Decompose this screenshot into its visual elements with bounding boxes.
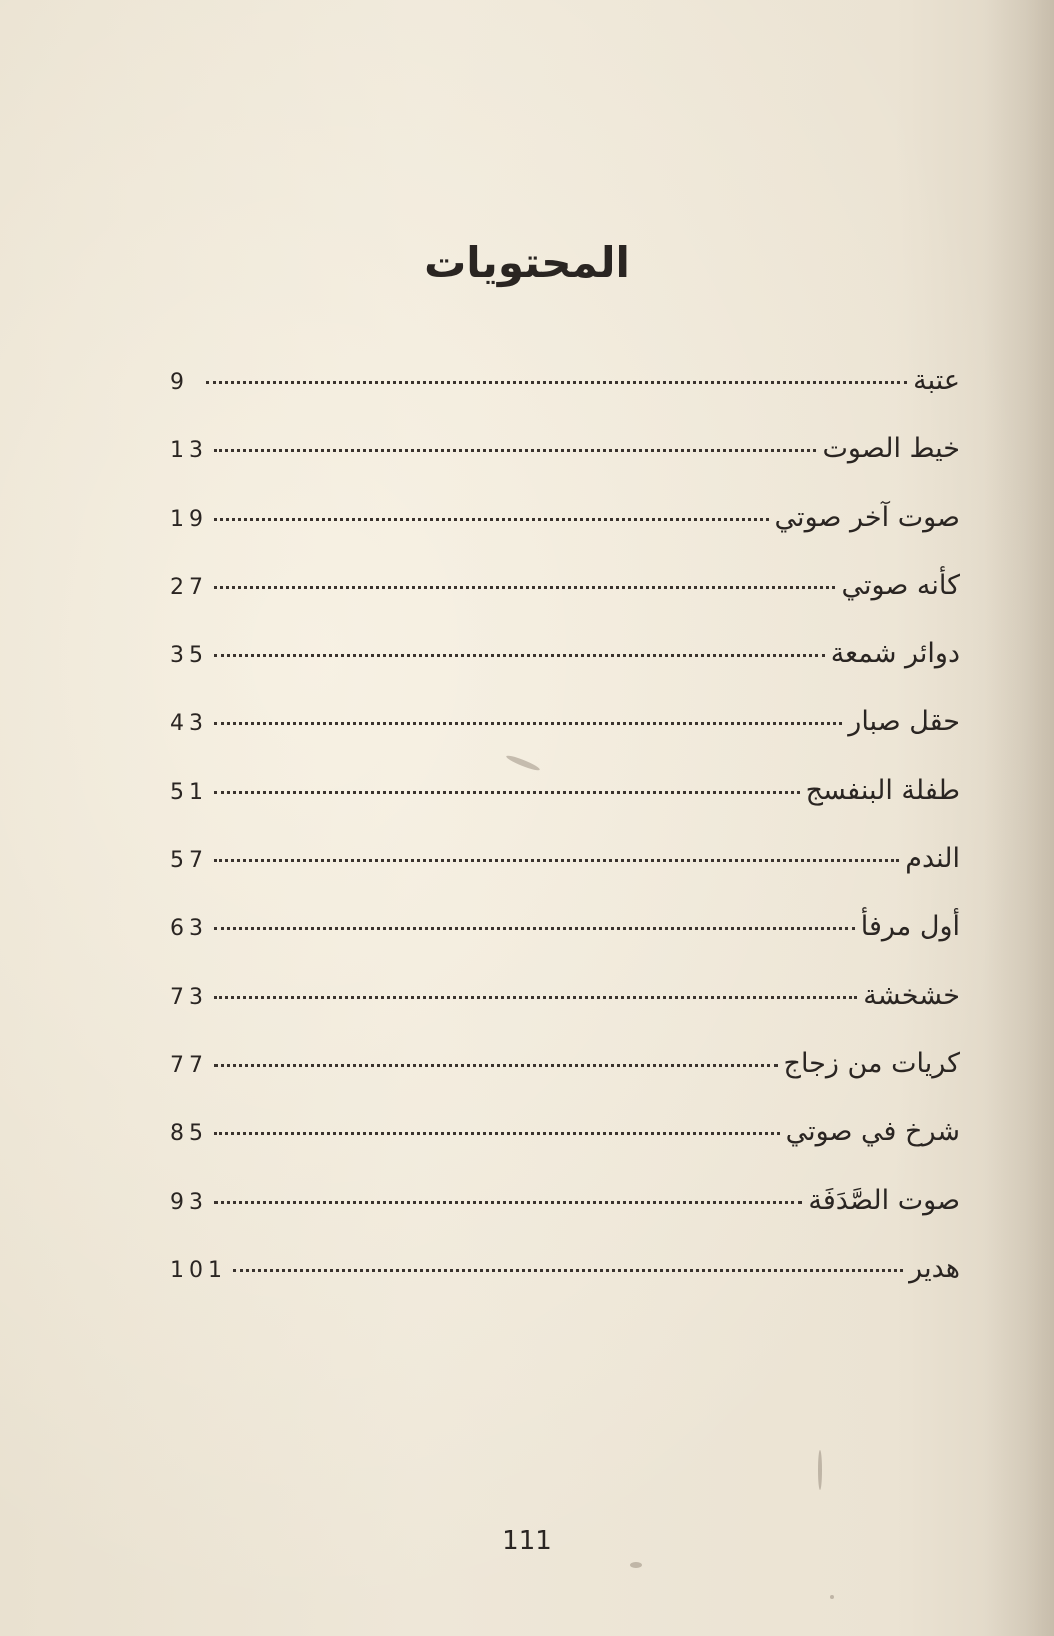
toc-entry-title: الندم (905, 843, 960, 875)
toc-entry-title: أول مرفأ (860, 911, 960, 943)
toc-entry (170, 706, 960, 774)
toc-entry (170, 433, 960, 501)
dot-leader (214, 1064, 778, 1067)
page-number: 111 (502, 1526, 552, 1556)
toc-entry-title: كريات من زجاج (783, 1047, 960, 1079)
toc-entry-title: صوت الصَّدَفَة (808, 1184, 960, 1216)
toc-entry (170, 1048, 960, 1116)
toc-entry-page-number: 63 (170, 916, 208, 942)
paper-speck (830, 1595, 834, 1599)
toc-entry-title: خشخشة (863, 979, 960, 1011)
dot-leader (233, 1269, 903, 1272)
toc-entry-title: صوت آخر صوتي (774, 501, 960, 533)
dot-leader (206, 381, 907, 384)
dot-leader (214, 518, 769, 521)
toc-entry-title: عتبة (913, 365, 960, 396)
toc-entry (170, 365, 960, 433)
toc-entry-page-number: 101 (170, 1257, 227, 1283)
toc-entry-title: حقل صبار (848, 706, 960, 738)
toc-entry-page-number: 19 (170, 506, 208, 532)
toc-entry-page-number: 85 (170, 1121, 208, 1147)
toc-entry (170, 1253, 960, 1321)
dot-leader (214, 722, 842, 725)
toc-entry-title: دوائر شمعة (830, 638, 960, 670)
toc-entry (170, 570, 960, 638)
dot-leader (214, 586, 835, 589)
toc-entry (170, 638, 960, 706)
toc-entry (170, 843, 960, 911)
toc-entry-title: طفلة البنفسج (805, 774, 960, 806)
toc-entry-title: كأنه صوتي (841, 569, 960, 601)
dot-leader (214, 859, 899, 862)
toc-entry-page-number: 93 (170, 1189, 208, 1215)
toc-entry-page-number: 57 (170, 848, 208, 874)
toc-entry-page-number: 43 (170, 711, 208, 737)
toc-entry-page-number: 35 (170, 643, 208, 669)
toc-entry-page-number: 13 (170, 438, 208, 464)
dot-leader (214, 791, 800, 794)
dot-leader (214, 996, 857, 999)
toc-entry-page-number: 27 (170, 574, 208, 600)
toc-entry (170, 775, 960, 843)
toc-entry (170, 502, 960, 570)
dot-leader (214, 927, 855, 930)
toc-entry (170, 980, 960, 1048)
toc-entry (170, 1185, 960, 1253)
table-of-contents (170, 365, 960, 1321)
toc-entry (170, 911, 960, 979)
toc-entry-page-number: 51 (170, 779, 208, 805)
toc-entry-title: هدير (909, 1252, 960, 1284)
dot-leader (214, 449, 816, 452)
dot-leader (214, 1201, 802, 1204)
dot-leader (214, 654, 825, 657)
page-title: المحتويات (424, 238, 630, 287)
toc-entry (170, 1116, 960, 1184)
paper-speck (630, 1562, 642, 1568)
paper-speck (818, 1450, 822, 1490)
toc-entry-page-number: 9 (170, 370, 189, 395)
toc-entry-title: شرخ في صوتي (785, 1116, 960, 1148)
dot-leader (214, 1132, 780, 1135)
toc-entry-page-number: 77 (170, 1052, 208, 1078)
toc-entry-title: خيط الصوت (822, 433, 960, 465)
toc-entry-page-number: 73 (170, 984, 208, 1010)
